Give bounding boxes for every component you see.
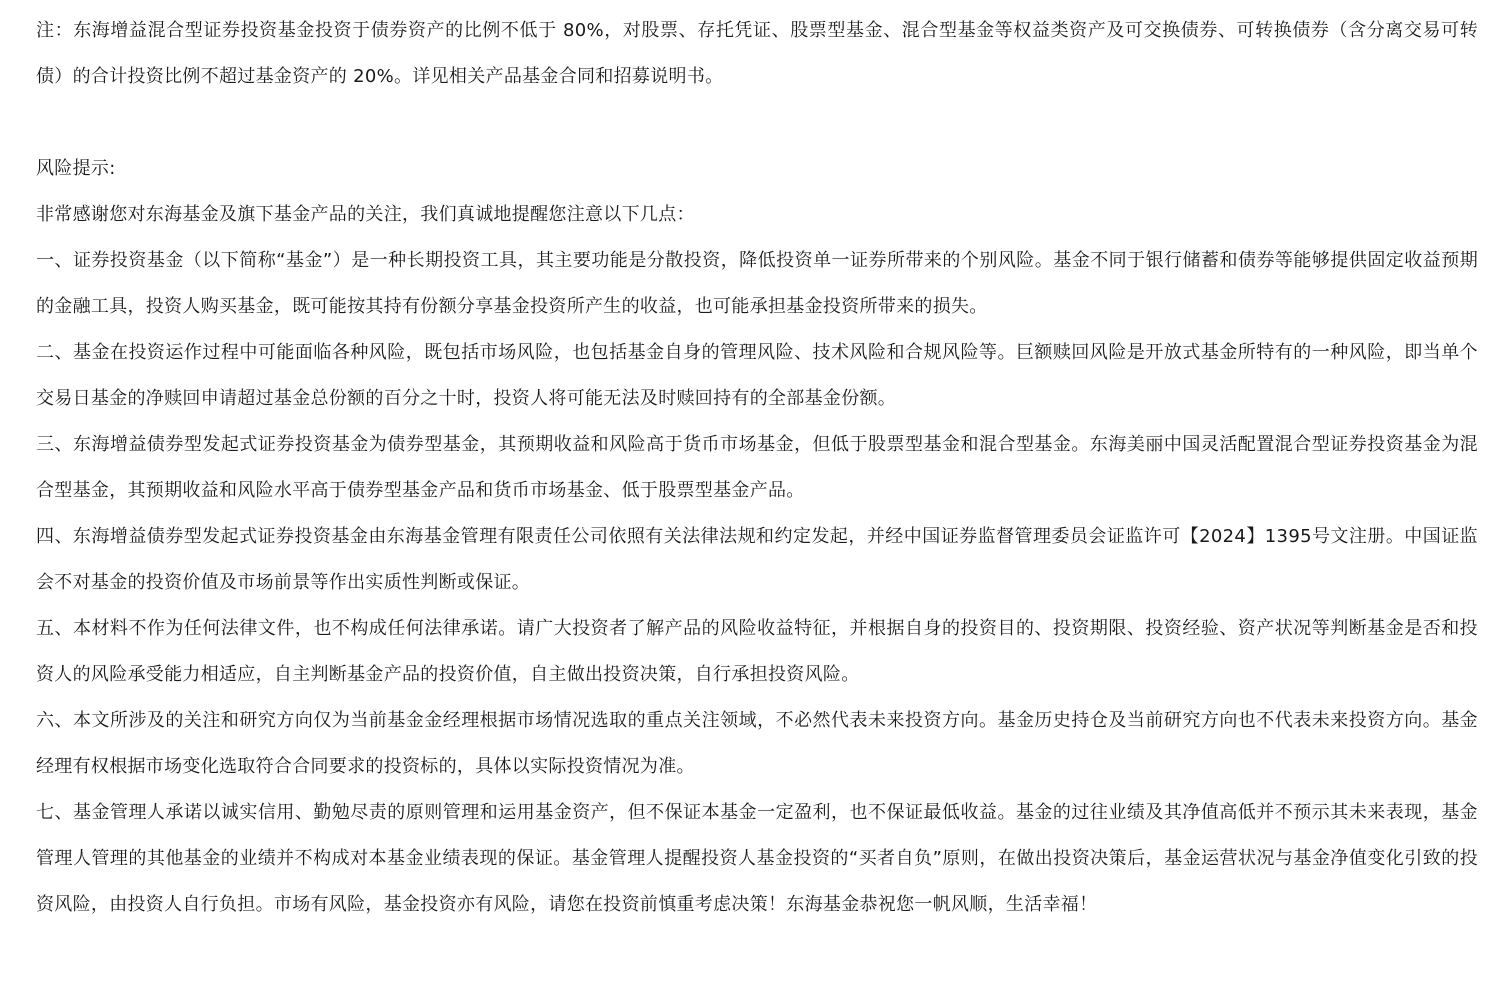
- fund-note: 注：东海增益混合型证券投资基金投资于债券资产的比例不低于 80%，对股票、存托凭证、股票型基金、混合型基金等权益类资产及可交换债券、可转换债券（含分离交易可转债）的合计投资比例不超过基金资产的 20%。详见相关产品基金合同和招募说明书。: [36, 20, 1478, 87]
- risk-item-3: 三、东海增益债券型发起式证券投资基金为债券型基金，其预期收益和风险高于货币市场基金，但低于股票型基金和混合型基金。东海美丽中国灵活配置混合型证券投资基金为混合型基金，其预期收益和风险水平高于债券型基金产品和货币市场基金、低于股票型基金产品。: [36, 434, 1478, 501]
- document-body: [36, 8, 1478, 928]
- risk-heading: 风险提示:: [36, 158, 116, 179]
- risk-item-5: 五、本材料不作为任何法律文件，也不构成任何法律承诺。请广大投资者了解产品的风险收益特征，并根据自身的投资目的、投资期限、投资经验、资产状况等判断基金是否和投资人的风险承受能力相适应，自主判断基金产品的投资价值，自主做出投资决策，自行承担投资风险。: [36, 618, 1478, 685]
- risk-item-1: 一、证券投资基金（以下简称“基金”）是一种长期投资工具，其主要功能是分散投资，降低投资单一证券所带来的个别风险。基金不同于银行储蓄和债券等能够提供固定收益预期的金融工具，投资人购买基金，既可能按其持有份额分享基金投资所产生的收益，也可能承担基金投资所带来的损失。: [36, 250, 1478, 317]
- section-spacer: [36, 100, 1478, 146]
- risk-item-4: 四、东海增益债券型发起式证券投资基金由东海基金管理有限责任公司依照有关法律法规和约定发起，并经中国证券监督管理委员会证监许可【2024】1395号文注册。中国证监会不对基金的投资价值及市场前景等作出实质性判断或保证。: [36, 526, 1478, 593]
- risk-intro: 非常感谢您对东海基金及旗下基金产品的关注，我们真诚地提醒您注意以下几点：: [36, 204, 695, 225]
- risk-item-6: 六、本文所涉及的关注和研究方向仅为当前基金金经理根据市场情况选取的重点关注领域，不必然代表未来投资方向。基金历史持仓及当前研究方向也不代表未来投资方向。基金经理有权根据市场变化选取符合合同要求的投资标的，具体以实际投资情况为准。: [36, 710, 1478, 777]
- risk-item-2: 二、基金在投资运作过程中可能面临各种风险，既包括市场风险，也包括基金自身的管理风险、技术风险和合规风险等。巨额赎回风险是开放式基金所特有的一种风险，即当单个交易日基金的净赎回申请超过基金总份额的百分之十时，投资人将可能无法及时赎回持有的全部基金份额。: [36, 342, 1478, 409]
- risk-item-7: 七、基金管理人承诺以诚实信用、勤勉尽责的原则管理和运用基金资产，但不保证本基金一定盈利，也不保证最低收益。基金的过往业绩及其净值高低并不预示其未来表现，基金管理人管理的其他基金的业绩并不构成对本基金业绩表现的保证。基金管理人提醒投资人基金投资的“买者自负”原则，在做出投资决策后，基金运营状况与基金净值变化引致的投资风险，由投资人自行负担。市场有风险，基金投资亦有风险，请您在投资前慎重考虑决策！东海基金恭祝您一帆风顺，生活幸福！: [36, 802, 1478, 915]
